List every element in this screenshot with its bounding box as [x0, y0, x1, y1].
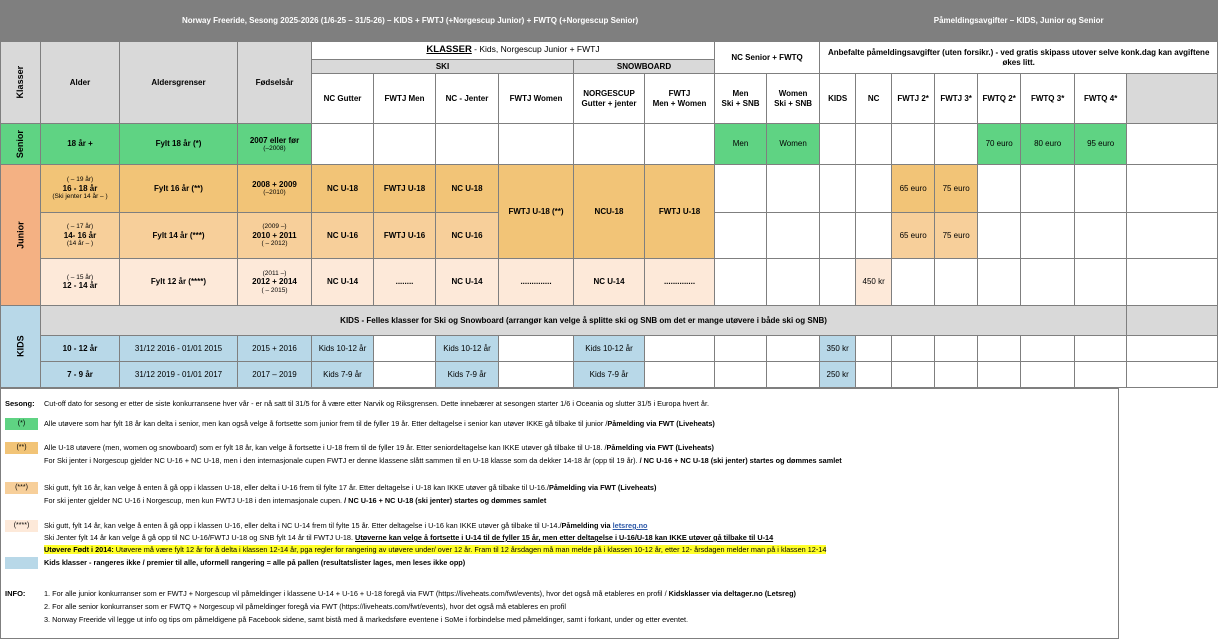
- note2b: For Ski jenter i Norgescup gjelder NC U-16 + NC U-18, men i den internasjonale cupen FWTJ er denne klassene slått sammen til en U-18 klasse som da dekker 14-18 år (opp til 19 år). / NC U-16 + NC U-18 (ski jenter) startes og dømmes samlet: [44, 456, 842, 465]
- info-label: INFO:: [5, 589, 26, 598]
- junior-fwtj-mw: FWTJ U-18: [645, 165, 715, 259]
- nc-gutter-header: NC Gutter: [312, 74, 374, 124]
- junior-u14-fodt: (2011 –) 2012 + 2014 ( – 2015): [238, 259, 312, 306]
- note3a: Ski gutt, fylt 16 år, kan velge å enten å gå opp i klassen U-18, eller delta i U-16 frem til fylte 17 år. Etter deltagelse i U-18 kan IKKE utøver gå tilbake til U-16./Påmelding via FWT (Liveheats): [44, 483, 657, 492]
- junior-u14-alder: ( – 15 år) 12 - 14 år: [41, 259, 120, 306]
- junior-u18-fwtj-men: FWTJ U-18: [374, 165, 436, 213]
- note4c: Utøvere Født i 2014: Utøvere må være fylt 12 år for å delta i klassen 12-14 år, pga regler for rangering av utøvere under/ over 12 år. Fram til 12 årsdagen må man melde på i klassen 10-12 år, etter 12- årsdagen melder man på i klassen 12-14: [44, 545, 827, 554]
- fwtq4-fee: 95 euro: [1075, 124, 1127, 165]
- note4b: Ski Jenter fylt 14 år kan velge å gå opp til NC U-16/FWTJ U-18 og SNB fylt 14 år til FWTJ U-18. Utøverne kan velge å fortsette i U-14 til de fyller 15 år, men etter deltagelse i U-16/U-18 kan IKKE utøver gå tilbake til U-14: [44, 533, 774, 542]
- senior-fodt: 2007 eller før (–2008): [238, 124, 312, 165]
- kids-10-12-grense: 31/12 2016 - 01/01 2015: [120, 336, 238, 362]
- fwtq2-fee: 70 euro: [978, 124, 1021, 165]
- kids-10-12-fee: 350 kr: [820, 336, 856, 362]
- note1: Alle utøvere som har fylt 18 år kan delta i senior, men kan også velge å fortsette som junior frem til de fyller 19 år. Etter deltagelse i senior kan utøver IKKE gå tilbake til junior /Påmelding via FWT (Liveheats): [44, 419, 715, 428]
- kids-10-12-fodt: 2015 + 2016: [238, 336, 312, 362]
- kids-7-9-nc-jenter: Kids 7-9 år: [436, 362, 499, 388]
- page-title: Norway Freeride, Sesong 2025-2026 (1/6-25 – 31/5-26) – KIDS + FWTJ (+Norgescup Junior) + FWTQ (+Norgescup Senior): [1, 1, 820, 42]
- junior-label: Junior: [1, 165, 41, 306]
- kids-10-12-nc-gutter: Kids 10-12 år: [312, 336, 374, 362]
- junior-u14-nc-jenter: NC U-14: [436, 259, 499, 306]
- junior-u14-nc-gutter: NC U-14: [312, 259, 374, 306]
- fees-title: Påmeldingsavgifter – KIDS, Junior og Senior: [820, 1, 1218, 42]
- u18-fwtj2-fee: 65 euro: [892, 165, 935, 213]
- junior-u18-nc-gutter: NC U-18: [312, 165, 374, 213]
- norgescup-header: NORGESCUP Gutter + jenter: [574, 74, 645, 124]
- junior-u14-fwtj-women: ..............: [499, 259, 574, 306]
- fodselsar-header: Fødselsår: [238, 42, 312, 124]
- note3-swatch: (***): [5, 482, 38, 494]
- junior-row-u18: [1, 165, 1218, 213]
- junior-u16-fodt: (2009 –) 2010 + 2011 ( – 2012): [238, 213, 312, 259]
- fwtq3-fee: 80 euro: [1021, 124, 1075, 165]
- junior-u16-grense: Fylt 14 år (***): [120, 213, 238, 259]
- kids-10-12-alder: 10 - 12 år: [41, 336, 120, 362]
- klasser-group-header: KLASSER - Kids, Norgescup Junior + FWTJ: [312, 42, 715, 60]
- junior-row-u14: [1, 259, 1218, 306]
- info1: 1. For alle junior konkurranser som er FWTJ + Norgescup vil påmeldinger i klassene U-14 + U-16 + U-18 foregå via FWT (https://liveheats.com/fwt/events), hvor det også må etableres en profil / Kidsklasser via deltager.no (Letsreg): [44, 589, 796, 598]
- nc-jenter-header: NC - Jenter: [436, 74, 499, 124]
- note5: Kids klasser - rangeres ikke / premier til alle, uformell rangering = alle på pallen (resultatslister lages, men leses ikke opp): [44, 558, 466, 567]
- u14-nc-fee: 450 kr: [856, 259, 892, 306]
- letsreg-link[interactable]: letsreg.no: [612, 521, 648, 530]
- kids-7-9-fodt: 2017 – 2019: [238, 362, 312, 388]
- senior-grense: Fylt 18 år (*): [120, 124, 238, 165]
- kids-10-12-norgescup: Kids 10-12 år: [574, 336, 645, 362]
- nc-fee-header: NC: [856, 74, 892, 124]
- note4a: Ski gutt, fylt 14 år, kan velge å enten å gå opp i klassen U-16, eller delta i NC U-14 frem til fylte 15 år. Etter deltagelse i U-16 kan IKKE utøver gå tilbake til U-14./Påmelding via letsreg.no: [44, 521, 648, 530]
- sesong-label: Sesong:: [5, 399, 35, 408]
- kids-banner-row: [1, 306, 1218, 336]
- senior-men: Men: [715, 124, 767, 165]
- senior-label: Senior: [1, 124, 41, 165]
- fwtj-men-women-header: FWTJ Men + Women: [645, 74, 715, 124]
- junior-u14-fwtj-mw: ..............: [645, 259, 715, 306]
- kids-7-9-fee: 250 kr: [820, 362, 856, 388]
- junior-fwtj-women: FWTJ U-18 (**): [499, 165, 574, 259]
- junior-u18-fodt: 2008 + 2009 (–2010): [238, 165, 312, 213]
- ski-header: SKI: [312, 60, 574, 74]
- kids-label: KIDS: [1, 306, 41, 388]
- kids-7-9-nc-gutter: Kids 7-9 år: [312, 362, 374, 388]
- kids-fee-header: KIDS: [820, 74, 856, 124]
- u18-fwtj3-fee: 75 euro: [935, 165, 978, 213]
- note3b: For ski jenter gjelder NC U-16 i Norgescup, men kun FWTJ U-18 i den internasjonale cupen. / NC U-16 + NC U-18 (ski jenter) startes og dømmes samlet: [44, 496, 547, 505]
- junior-u18-grense: Fylt 16 år (**): [120, 165, 238, 213]
- senior-women: Women: [767, 124, 820, 165]
- junior-u18-alder: ( – 19 år) 16 - 18 år (Ski jenter 14 år – ): [41, 165, 120, 213]
- fwtj3-header: FWTJ 3*: [935, 74, 978, 124]
- u16-fwtj2-fee: 65 euro: [892, 213, 935, 259]
- sesong-note: Cut-off dato for sesong er etter de siste konkurransene hver vår - er nå satt til 31/5 for å være etter Narvik og Riksgrensen. Dette innebærer at sesongen starter 1/6 i Oceania og slutter 31/5 i Europa hvert år.: [44, 399, 710, 408]
- info2: 2. For alle senior konkurranser som er FWTQ + Norgescup vil påmeldinger foregå via FWT (https://liveheats.com/fwt/events), hvor det også må etableres en profil: [44, 602, 567, 611]
- junior-u16-nc-gutter: NC U-16: [312, 213, 374, 259]
- klasser-header: Klasser: [1, 42, 41, 124]
- snowboard-header: SNOWBOARD: [574, 60, 715, 74]
- note2a: Alle U-18 utøvere (men, women og snowboard) som er fylt 18 år, kan velge å fortsette i U-18 frem til de fyller 19 år. Etter seniordeltagelse kan IKKE utøver gå tilbake til U-18. /Påmelding via FWT (Liveheats): [44, 443, 714, 452]
- kids-7-9-norgescup: Kids 7-9 år: [574, 362, 645, 388]
- junior-u16-fwtj-men: FWTJ U-16: [374, 213, 436, 259]
- u16-fwtj3-fee: 75 euro: [935, 213, 978, 259]
- fwtq2-header: FWTQ 2*: [978, 74, 1021, 124]
- senior-alder: 18 år +: [41, 124, 120, 165]
- junior-u16-alder: ( – 17 år) 14- 16 år (14 år – ): [41, 213, 120, 259]
- kids-row-7-9: [1, 362, 1218, 388]
- kids-banner: KIDS - Felles klasser for Ski og Snowboard (arrangør kan velge å splitte ski og SNB om det er mange utøvere i både ski og SNB): [41, 306, 1127, 336]
- junior-u18-nc-jenter: NC U-18: [436, 165, 499, 213]
- senior-row: [1, 124, 1218, 165]
- fwtq3-header: FWTQ 3*: [1021, 74, 1075, 124]
- note5-swatch: [5, 557, 38, 569]
- junior-u14-fwtj-men: ........: [374, 259, 436, 306]
- header-filler: [1127, 74, 1218, 124]
- fwtj-women-header: FWTJ Women: [499, 74, 574, 124]
- men-header: Men Ski + SNB: [715, 74, 767, 124]
- fwtj2-header: FWTJ 2*: [892, 74, 935, 124]
- kids-7-9-alder: 7 - 9 år: [41, 362, 120, 388]
- note4-swatch: (****): [5, 520, 38, 532]
- junior-norgescup: NCU-18: [574, 165, 645, 259]
- kids-row-10-12: [1, 336, 1218, 362]
- kids-10-12-nc-jenter: Kids 10-12 år: [436, 336, 499, 362]
- fwtj-men-header: FWTJ Men: [374, 74, 436, 124]
- note2-swatch: (**): [5, 442, 38, 454]
- info3: 3. Norway Freeride vil legge ut info og tips om påmeldigene på Facebook sidene, samt bistå med å markedsføre eventene i SoMe i forbindelse med påmeldinger, samt i forkant, under og etter eventet.: [44, 615, 689, 624]
- note1-swatch: (*): [5, 418, 38, 430]
- notes-section: [0, 388, 1119, 639]
- junior-u16-nc-jenter: NC U-16: [436, 213, 499, 259]
- kids-7-9-grense: 31/12 2019 - 01/01 2017: [120, 362, 238, 388]
- women-header: Women Ski + SNB: [767, 74, 820, 124]
- aldersgrenser-header: Aldersgrenser: [120, 42, 238, 124]
- alder-header: Alder: [41, 42, 120, 124]
- junior-u14-grense: Fylt 12 år (****): [120, 259, 238, 306]
- fwtq4-header: FWTQ 4*: [1075, 74, 1127, 124]
- fees-subheader: Anbefalte påmeldingsavgifter (uten forsikr.) - ved gratis skipass utover selve konk.dag kan avgiftene økes litt.: [820, 42, 1218, 74]
- junior-u14-norgescup: NC U-14: [574, 259, 645, 306]
- nc-senior-header: NC Senior + FWTQ: [715, 42, 820, 74]
